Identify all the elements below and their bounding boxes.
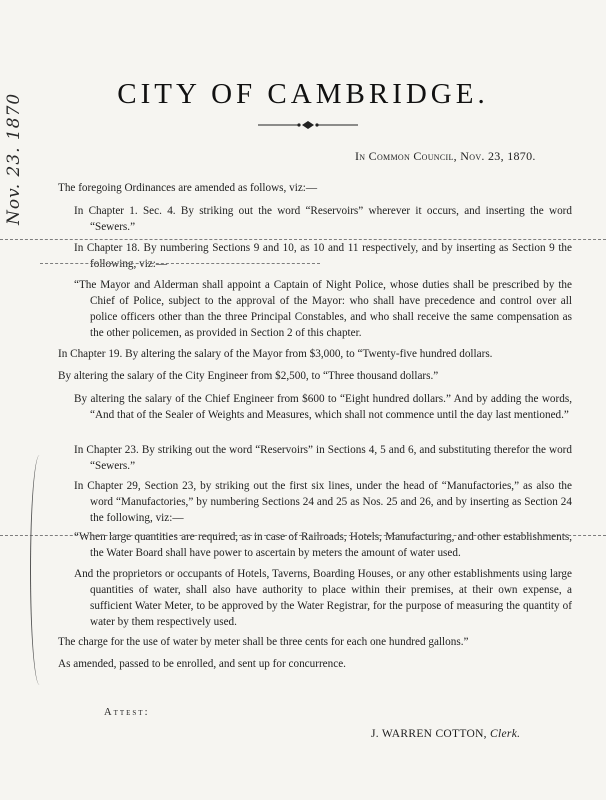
- clerk-signature-line: [371, 728, 520, 740]
- clerk-title: Clerk.: [490, 728, 521, 740]
- handwritten-margin-date: Nov. 23. 1870: [4, 92, 24, 225]
- paragraph-chapter-29: In Chapter 29, Section 23, by striking out the first six lines, under the head of “Manufactories,” as also the word “Manufactories,” by numbering Sections 24 and 25 as Nos. 25 and 26, and by inserting as Section 24 the following, viz:—: [74, 480, 572, 524]
- page-fold-mark: [30, 455, 49, 685]
- paragraph-proprietors: And the proprietors or occupants of Hotels, Taverns, Boarding Houses, or any other establishments using large quantities of water, shall also have authority to place within their premises, at their own expense, a sufficient Water Meter, to be approved by the Water Registrar, for the purpose of measuring the quantity of water by them respectively used.: [74, 568, 572, 628]
- paragraph-intro: The foregoing Ordinances are amended as follows, viz:—: [58, 182, 318, 194]
- council-label: In Common Council,: [355, 149, 457, 163]
- council-date: Nov. 23, 1870.: [460, 149, 536, 163]
- page-title: CITY OF CAMBRIDGE.: [117, 78, 489, 110]
- title-ornament-icon: [258, 119, 358, 131]
- attest-label: Attest:: [104, 707, 150, 718]
- council-dateline: [355, 149, 536, 164]
- paragraph-chapter-23: In Chapter 23. By striking out the word “Reservoirs” in Sections 4, 5 and 6, and substituting therefor the word “Sewers.”: [74, 444, 572, 472]
- clerk-name: J. WARREN COTTON,: [371, 728, 487, 740]
- paragraph-chapter-19: In Chapter 19. By altering the salary of the Mayor from $3,000, to “Twenty-five hundred dollars.: [58, 348, 493, 360]
- paragraph-night-police: “The Mayor and Alderman shall appoint a Captain of Night Police, whose duties shall be prescribed by the Chief of Police, subject to the approval of the Mayor: who shall have precedence and control over all police officers other than the three Principal Constables, and who shall receive the same compensation as the other policemen, as provided in Section 2 of this chapter.: [74, 279, 572, 339]
- scan-artifact-line: [0, 535, 606, 537]
- paragraph-chief-engineer: By altering the salary of the Chief Engineer from $600 to “Eight hundred dollars.” And by adding the words, “And that of the Sealer of Weights and Measures, which shall not commence until the day last mentioned.”: [74, 393, 572, 421]
- paragraph-water-charge: The charge for the use of water by meter shall be three cents for each one hundred gallons.”: [58, 636, 469, 648]
- scan-artifact-line: [40, 263, 320, 265]
- paragraph-amended: As amended, passed to be enrolled, and sent up for concurrence.: [58, 658, 346, 670]
- paragraph-city-engineer: By altering the salary of the City Engineer from $2,500, to “Three thousand dollars.”: [58, 370, 439, 382]
- paragraph-water-meters: “When large quantities are required, as in case of Railroads, Hotels, Manufacturing, and other establishments, the Water Board shall have power to ascertain by meters the amount of water used.: [74, 531, 572, 559]
- paragraph-chapter-18: In Chapter 18. By numbering Sections 9 and 10, as 10 and 11 respectively, and by inserting as Section 9 the following, viz:—: [74, 242, 572, 270]
- scan-artifact-line: [0, 239, 606, 241]
- paragraph-chapter-1: In Chapter 1. Sec. 4. By striking out the word “Reservoirs” wherever it occurs, and inserting the word “Sewers.”: [74, 205, 572, 233]
